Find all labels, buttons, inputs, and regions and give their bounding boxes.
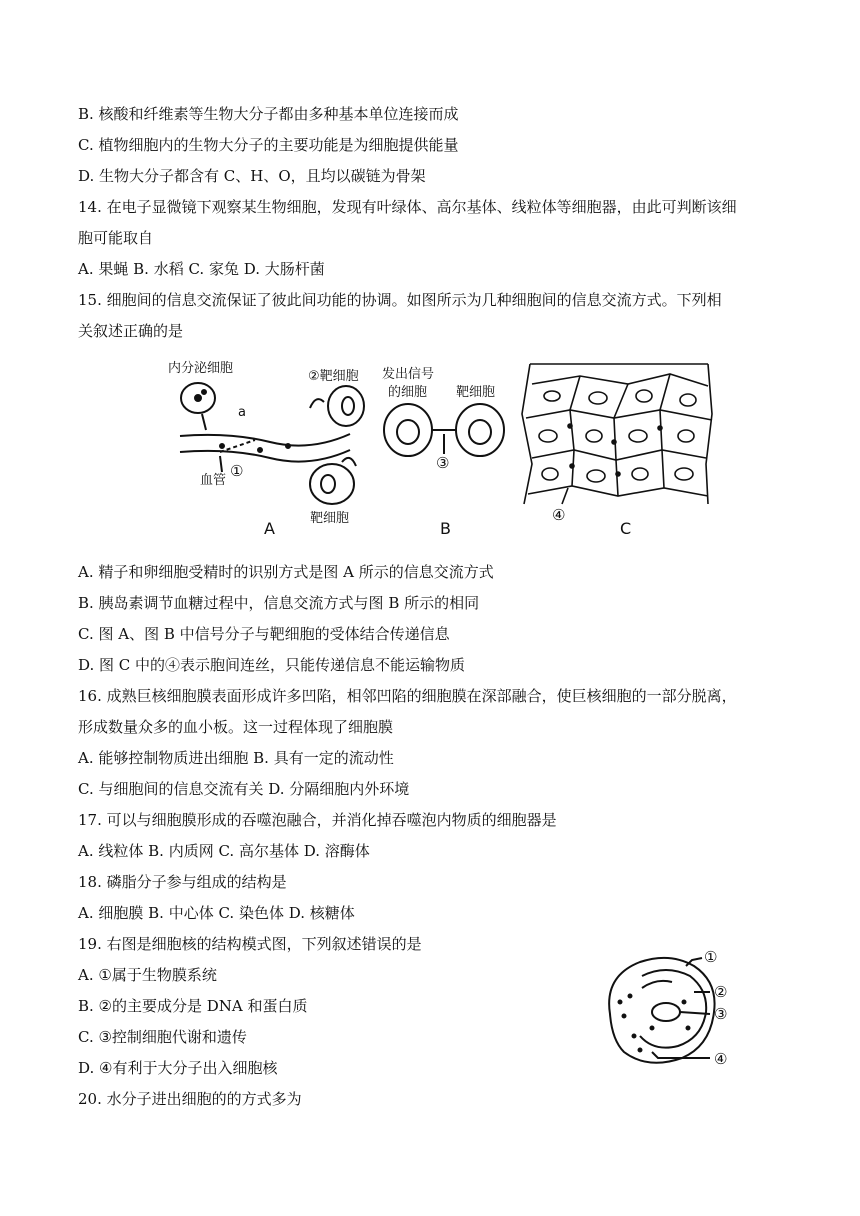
question-19-stem: 19. 右图是细胞核的结构模式图，下列叙述错误的是 <box>78 935 422 953</box>
question-17-stem: 17. 可以与细胞膜形成的吞噬泡融合，并消化掉吞噬泡内物质的细胞器是 <box>78 811 557 829</box>
question-16-stem: 16. 成熟巨核细胞膜表面形成许多凹陷，相邻凹陷的细胞膜在深部融合，使巨核细胞的一部分脱离， <box>78 687 737 705</box>
question-16-options-cd: C. 与细胞间的信息交流有关 D. 分隔细胞内外环境 <box>78 780 410 798</box>
question-15-stem-cont: 关叙述正确的是 <box>78 322 184 340</box>
signal-cell-label-1: 发出信号 <box>382 367 435 382</box>
option-19d: D. ④有利于大分子出入细胞核 <box>78 1059 278 1077</box>
question-16-stem-cont: 形成数量众多的血小板。这一过程体现了细胞膜 <box>78 718 394 736</box>
question-14-stem-cont: 胞可能取自 <box>78 229 154 247</box>
question-14-stem: 14. 在电子显微镜下观察某生物细胞，发现有叶绿体、高尔基体、线粒体等细胞器，由此可判断该细 <box>78 198 737 216</box>
option-13d: D. 生物大分子都含有 C、H、O，且均以碳链为骨架 <box>78 167 426 185</box>
question-17-options: A. 线粒体 B. 内质网 C. 高尔基体 D. 溶酶体 <box>78 842 370 860</box>
label-num-3: ③ <box>436 454 450 472</box>
option-19a: A. ①属于生物膜系统 <box>78 966 217 984</box>
figure-19-nucleus <box>590 946 760 1076</box>
option-15b: B. 胰岛素调节血糖过程中，信息交流方式与图 B 所示的相同 <box>78 594 480 612</box>
option-13c: C. 植物细胞内的生物大分子的主要功能是为细胞提供能量 <box>78 136 459 154</box>
endocrine-cell-label: 内分泌细胞 <box>168 361 234 376</box>
signal-cell-label-2: 的细胞 <box>388 385 428 400</box>
vessel-label: 血管 <box>200 473 227 488</box>
nucleus-label-3: ③ <box>714 1005 728 1023</box>
caption-b: B <box>440 519 451 538</box>
option-15d: D. 图 C 中的④表示胞间连丝，只能传递信息不能运输物质 <box>78 656 466 674</box>
nucleus-label-2: ② <box>714 983 728 1001</box>
question-20-stem: 20. 水分子进出细胞的的方式多为 <box>78 1090 302 1108</box>
question-18-options: A. 细胞膜 B. 中心体 C. 染色体 D. 核糖体 <box>78 904 355 922</box>
label-num-1: ① <box>230 462 244 480</box>
option-13b: B. 核酸和纤维素等生物大分子都由多种基本单位连接而成 <box>78 105 459 123</box>
target-cell-bottom-label: 靶细胞 <box>310 511 350 526</box>
caption-c: C <box>620 519 632 538</box>
figure-15-panel-b <box>382 366 504 472</box>
nucleus-label-1: ① <box>704 948 718 966</box>
target-cell-b-label: 靶细胞 <box>456 385 496 400</box>
label-num-4: ④ <box>552 506 566 524</box>
figure-15 <box>160 354 720 540</box>
label-a: a <box>238 405 246 420</box>
caption-a: A <box>264 519 275 538</box>
nucleus-label-4: ④ <box>714 1050 728 1068</box>
question-16-options-ab: A. 能够控制物质进出细胞 B. 具有一定的流动性 <box>78 749 394 767</box>
option-15c: C. 图 A、图 B 中信号分子与靶细胞的受体结合传递信息 <box>78 625 450 643</box>
question-18-stem: 18. 磷脂分子参与组成的结构是 <box>78 873 287 891</box>
option-19b: B. ②的主要成分是 DNA 和蛋白质 <box>78 997 308 1015</box>
question-15-stem: 15. 细胞间的信息交流保证了彼此间功能的协调。如图所示为几种细胞间的信息交流方式。下列相 <box>78 291 722 309</box>
option-19c: C. ③控制细胞代谢和遗传 <box>78 1028 247 1046</box>
target-cell-top-label: ②靶细胞 <box>308 369 359 384</box>
question-14-options: A. 果蝇 B. 水稻 C. 家兔 D. 大肠杆菌 <box>78 260 325 278</box>
figure-15-panel-c <box>522 364 712 524</box>
option-15a: A. 精子和卵细胞受精时的识别方式是图 A 所示的信息交流方式 <box>78 563 494 581</box>
figure-15-panel-a <box>168 360 364 526</box>
